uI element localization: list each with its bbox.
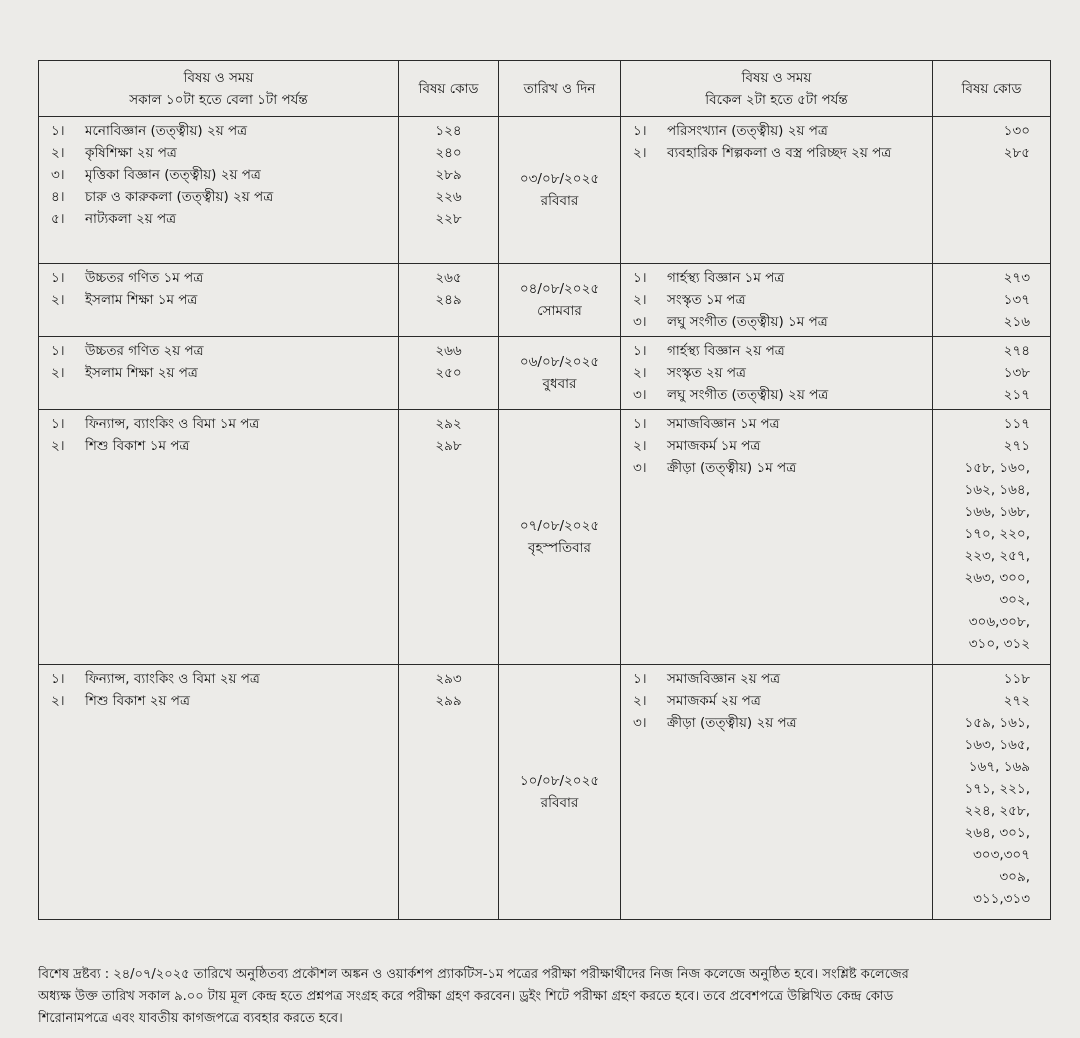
afternoon-codes-cell bbox=[933, 410, 1051, 665]
subject-code: ১৫৯, ১৬১, bbox=[964, 715, 1030, 731]
subject-code-extra: ১৬৬, ১৬৮, bbox=[964, 504, 1030, 520]
subject-code: ২৯২ bbox=[435, 416, 462, 432]
subject-name: গার্হস্থ্য বিজ্ঞান ২য় পত্র bbox=[667, 343, 785, 359]
serial-number: ১। bbox=[633, 270, 647, 286]
serial-number: ১। bbox=[51, 123, 65, 139]
subject-name: শিশু বিকাশ ১ম পত্র bbox=[85, 438, 190, 454]
subject-code-extra: ২২৪, ২৫৮, bbox=[964, 803, 1030, 819]
subject-code-extra: ২৬৩, ৩০০, bbox=[964, 570, 1030, 586]
table-row bbox=[39, 410, 1051, 665]
subject-code-extra: ১৭০, ২২০, bbox=[964, 526, 1030, 542]
date-day-cell bbox=[499, 665, 621, 920]
serial-number: ৩। bbox=[633, 314, 647, 330]
subject-name: শিশু বিকাশ ২য় পত্র bbox=[85, 693, 190, 709]
header-code: বিষয় কোড bbox=[399, 61, 499, 117]
exam-date: ০৭/০৮/২০২৫ bbox=[519, 518, 600, 534]
serial-number: ৩। bbox=[633, 387, 647, 403]
subject-name: নাট্যকলা ২য় পত্র bbox=[85, 211, 177, 227]
subject-name: সমাজকর্ম ২য় পত্র bbox=[667, 693, 761, 709]
note-line: শিরোনামপত্রে এবং যাবতীয় কাগজপত্রে ব্যবহার করতে হবে। bbox=[38, 1011, 343, 1026]
morning-subjects-cell bbox=[39, 410, 399, 665]
header-afternoon-title: বিষয় ও সময় bbox=[741, 69, 812, 86]
special-note bbox=[38, 964, 1052, 1030]
serial-number: ৩। bbox=[633, 460, 647, 476]
header-morning-title: বিষয় ও সময় bbox=[183, 69, 254, 86]
header-code-right: বিষয় কোড bbox=[933, 61, 1051, 117]
subject-code: ২৬৫ bbox=[435, 270, 462, 286]
subject-name: লঘু সংগীত (তত্ত্বীয়) ১ম পত্র bbox=[667, 314, 828, 330]
subject-code: ২৯৩ bbox=[435, 671, 462, 687]
morning-codes-cell bbox=[399, 337, 499, 410]
subject-code: ১১৮ bbox=[1003, 671, 1030, 687]
subject-name: ফিন্যান্স, ব্যাংকিং ও বিমা ১ম পত্র bbox=[85, 416, 260, 432]
date-day-cell bbox=[499, 410, 621, 665]
subject-code-extra: ১৬৭, ১৬৯ bbox=[968, 759, 1030, 775]
subject-line bbox=[51, 186, 392, 208]
subject-code-extra: ২৬৪, ৩০১, bbox=[964, 825, 1030, 841]
subject-code: ২২৬ bbox=[435, 189, 462, 205]
subject-name: ফিন্যান্স, ব্যাংকিং ও বিমা ২য় পত্র bbox=[85, 671, 260, 687]
subject-line bbox=[633, 668, 926, 690]
subject-name: সংস্কৃত ১ম পত্র bbox=[667, 292, 746, 308]
exam-date: ১০/০৮/২০২৫ bbox=[519, 773, 600, 789]
subject-code-extra: ২২৩, ২৫৭, bbox=[964, 548, 1030, 564]
subject-name: মৃত্তিকা বিজ্ঞান (তত্ত্বীয়) ২য় পত্র bbox=[85, 167, 261, 183]
afternoon-subjects-cell bbox=[621, 665, 933, 920]
morning-codes-cell bbox=[399, 665, 499, 920]
subject-name: সমাজবিজ্ঞান ২য় পত্র bbox=[667, 671, 781, 687]
table-header-row bbox=[39, 61, 1051, 117]
serial-number: ১। bbox=[633, 123, 647, 139]
subject-code: ২৪৯ bbox=[435, 292, 462, 308]
subject-line bbox=[51, 267, 392, 289]
subject-code-extra: ১৬৩, ১৬৫, bbox=[964, 737, 1030, 753]
table-row bbox=[39, 337, 1051, 410]
subject-line bbox=[51, 690, 392, 712]
serial-number: ৩। bbox=[51, 167, 65, 183]
subject-name: উচ্চতর গণিত ২য় পত্র bbox=[85, 343, 204, 359]
subject-code-extra: ৩০৯, bbox=[999, 869, 1030, 885]
serial-number: ৫। bbox=[51, 211, 65, 227]
subject-name: ব্যবহারিক শিল্পকলা ও বস্ত্র পরিচ্ছদ ২য় পত্র bbox=[667, 145, 892, 161]
afternoon-subjects-cell bbox=[621, 117, 933, 264]
exam-date: ০৩/০৮/২০২৫ bbox=[519, 171, 600, 187]
morning-codes-cell bbox=[399, 117, 499, 264]
subject-name: সমাজকর্ম ১ম পত্র bbox=[667, 438, 761, 454]
serial-number: ১। bbox=[51, 671, 65, 687]
subject-line bbox=[51, 435, 392, 457]
serial-number: ২। bbox=[51, 693, 65, 709]
subject-line bbox=[633, 289, 926, 311]
subject-code: ২৮৯ bbox=[435, 167, 462, 183]
subject-line bbox=[633, 457, 926, 479]
subject-code: ২৭৩ bbox=[1003, 270, 1030, 286]
exam-day: রবিবার bbox=[540, 193, 579, 209]
date-day-cell bbox=[499, 264, 621, 337]
subject-line bbox=[633, 267, 926, 289]
subject-code: ১৩০ bbox=[1003, 123, 1030, 139]
subject-code: ২৭৪ bbox=[1003, 343, 1030, 359]
exam-date: ০৬/০৮/২০২৫ bbox=[519, 354, 600, 370]
serial-number: ২। bbox=[633, 438, 647, 454]
serial-number: ২। bbox=[51, 438, 65, 454]
exam-date: ০৪/০৮/২০২৫ bbox=[519, 281, 600, 297]
subject-name: ইসলাম শিক্ষা ১ম পত্র bbox=[85, 292, 198, 308]
subject-code: ২১৭ bbox=[1003, 387, 1030, 403]
header-afternoon-time: বিকেল ২টা হতে ৫টা পর্যন্ত bbox=[705, 91, 848, 108]
exam-day: বৃহস্পতিবার bbox=[528, 540, 591, 556]
exam-routine-table bbox=[38, 60, 1051, 920]
afternoon-codes-cell bbox=[933, 117, 1051, 264]
header-morning-time: সকাল ১০টা হতে বেলা ১টা পর্যন্ত bbox=[129, 91, 308, 108]
subject-code-extra: ৩১১,৩১৩ bbox=[973, 891, 1030, 907]
subject-code-extra: ৩০৬,৩০৮, bbox=[968, 614, 1030, 630]
morning-subjects-cell bbox=[39, 665, 399, 920]
subject-line bbox=[51, 668, 392, 690]
serial-number: ১। bbox=[633, 671, 647, 687]
subject-name: সমাজবিজ্ঞান ১ম পত্র bbox=[667, 416, 780, 432]
afternoon-codes-cell bbox=[933, 264, 1051, 337]
afternoon-codes-cell bbox=[933, 337, 1051, 410]
subject-code: ২৮৫ bbox=[1003, 145, 1030, 161]
serial-number: ২। bbox=[633, 292, 647, 308]
subject-name: পরিসংখ্যান (তত্ত্বীয়) ২য় পত্র bbox=[667, 123, 828, 139]
serial-number: ২। bbox=[633, 145, 647, 161]
serial-number: ২। bbox=[51, 145, 65, 161]
subject-code: ২৭২ bbox=[1003, 693, 1030, 709]
header-date-day: তারিখ ও দিন bbox=[499, 61, 621, 117]
subject-code: ১২৪ bbox=[435, 123, 462, 139]
subject-line bbox=[633, 362, 926, 384]
note-line: বিশেষ দ্রষ্টব্য : ২৪/০৭/২০২৫ তারিখে অনুষ্ঠিতব্য প্রকৌশল অঙ্কন ও ওয়ার্কশপ প্র্যাকটিস-১ম পত্রের পরীক্ষা পরীক্ষার্থীদের নিজ নিজ কলেজে অনুষ্ঠিত হবে। সংশ্লিষ্ট কলেজের bbox=[38, 967, 909, 982]
subject-code-extra: ১৭১, ২২১, bbox=[964, 781, 1030, 797]
serial-number: ১। bbox=[51, 416, 65, 432]
subject-line bbox=[51, 142, 392, 164]
subject-line bbox=[633, 712, 926, 734]
afternoon-subjects-cell bbox=[621, 264, 933, 337]
serial-number: ২। bbox=[633, 365, 647, 381]
table-row bbox=[39, 264, 1051, 337]
table-row bbox=[39, 665, 1051, 920]
subject-code: ১১৭ bbox=[1003, 416, 1030, 432]
subject-name: ইসলাম শিক্ষা ২য় পত্র bbox=[85, 365, 198, 381]
subject-name: চারু ও কারুকলা (তত্ত্বীয়) ২য় পত্র bbox=[85, 189, 274, 205]
serial-number: ২। bbox=[633, 693, 647, 709]
subject-line bbox=[633, 384, 926, 406]
subject-name: মনোবিজ্ঞান (তত্ত্বীয়) ২য় পত্র bbox=[85, 123, 248, 139]
morning-codes-cell bbox=[399, 410, 499, 665]
subject-name: সংস্কৃত ২য় পত্র bbox=[667, 365, 746, 381]
serial-number: ১। bbox=[51, 270, 65, 286]
morning-codes-cell bbox=[399, 264, 499, 337]
subject-line bbox=[51, 208, 392, 230]
afternoon-subjects-cell bbox=[621, 410, 933, 665]
subject-name: গার্হস্থ্য বিজ্ঞান ১ম পত্র bbox=[667, 270, 785, 286]
header-morning-subject bbox=[39, 61, 399, 117]
subject-name: ক্রীড়া (তত্ত্বীয়) ২য় পত্র bbox=[667, 715, 797, 731]
subject-code: ২৯৯ bbox=[435, 693, 462, 709]
serial-number: ১। bbox=[633, 343, 647, 359]
afternoon-subjects-cell bbox=[621, 337, 933, 410]
subject-line bbox=[633, 311, 926, 333]
serial-number: ৪। bbox=[51, 189, 65, 205]
subject-name: উচ্চতর গণিত ১ম পত্র bbox=[85, 270, 204, 286]
subject-line bbox=[51, 289, 392, 311]
date-day-cell bbox=[499, 117, 621, 264]
subject-line bbox=[633, 690, 926, 712]
subject-line bbox=[51, 120, 392, 142]
subject-code: ২৭১ bbox=[1003, 438, 1030, 454]
subject-code-extra: ১৬২, ১৬৪, bbox=[964, 482, 1030, 498]
subject-line bbox=[633, 413, 926, 435]
afternoon-codes-cell bbox=[933, 665, 1051, 920]
header-afternoon-subject bbox=[621, 61, 933, 117]
subject-code: ১৩৭ bbox=[1003, 292, 1030, 308]
subject-code: ২৪০ bbox=[435, 145, 462, 161]
subject-line bbox=[51, 340, 392, 362]
serial-number: ১। bbox=[633, 416, 647, 432]
subject-code: ২৫০ bbox=[435, 365, 462, 381]
subject-line bbox=[633, 435, 926, 457]
morning-subjects-cell bbox=[39, 264, 399, 337]
subject-code-extra: ৩০৩,৩০৭ bbox=[973, 847, 1030, 863]
subject-code: ২১৬ bbox=[1003, 314, 1030, 330]
note-line: অধ্যক্ষ উক্ত তারিখ সকাল ৯.০০ টায় মূল কেন্দ্র হতে প্রশ্নপত্র সংগ্রহ করে পরীক্ষা গ্রহণ করবেন। ড্রইং শিটে পরীক্ষা গ্রহণ করতে হবে। তবে প্রবেশপত্রে উল্লিখিত কেন্দ্র কোড bbox=[38, 989, 894, 1004]
table-row bbox=[39, 117, 1051, 264]
exam-day: সোমবার bbox=[537, 303, 582, 319]
subject-code-extra: ৩১০, ৩১২ bbox=[968, 636, 1030, 652]
date-day-cell bbox=[499, 337, 621, 410]
subject-line bbox=[633, 340, 926, 362]
subject-code: ১৫৮, ১৬০, bbox=[964, 460, 1030, 476]
subject-code: ২২৮ bbox=[435, 211, 462, 227]
morning-subjects-cell bbox=[39, 117, 399, 264]
subject-line bbox=[51, 413, 392, 435]
subject-name: লঘু সংগীত (তত্ত্বীয়) ২য় পত্র bbox=[667, 387, 829, 403]
exam-day: বুধবার bbox=[542, 376, 577, 392]
serial-number: ১। bbox=[51, 343, 65, 359]
subject-line bbox=[633, 142, 926, 164]
subject-line bbox=[633, 120, 926, 142]
serial-number: ৩। bbox=[633, 715, 647, 731]
subject-line bbox=[51, 362, 392, 384]
subject-name: ক্রীড়া (তত্ত্বীয়) ১ম পত্র bbox=[667, 460, 797, 476]
exam-day: রবিবার bbox=[540, 795, 579, 811]
serial-number: ২। bbox=[51, 365, 65, 381]
subject-code-extra: ৩০২, bbox=[999, 592, 1030, 608]
subject-code: ১৩৮ bbox=[1003, 365, 1030, 381]
subject-line bbox=[51, 164, 392, 186]
subject-code: ২৯৮ bbox=[435, 438, 462, 454]
subject-name: কৃষিশিক্ষা ২য় পত্র bbox=[85, 145, 177, 161]
subject-code: ২৬৬ bbox=[435, 343, 462, 359]
morning-subjects-cell bbox=[39, 337, 399, 410]
serial-number: ২। bbox=[51, 292, 65, 308]
